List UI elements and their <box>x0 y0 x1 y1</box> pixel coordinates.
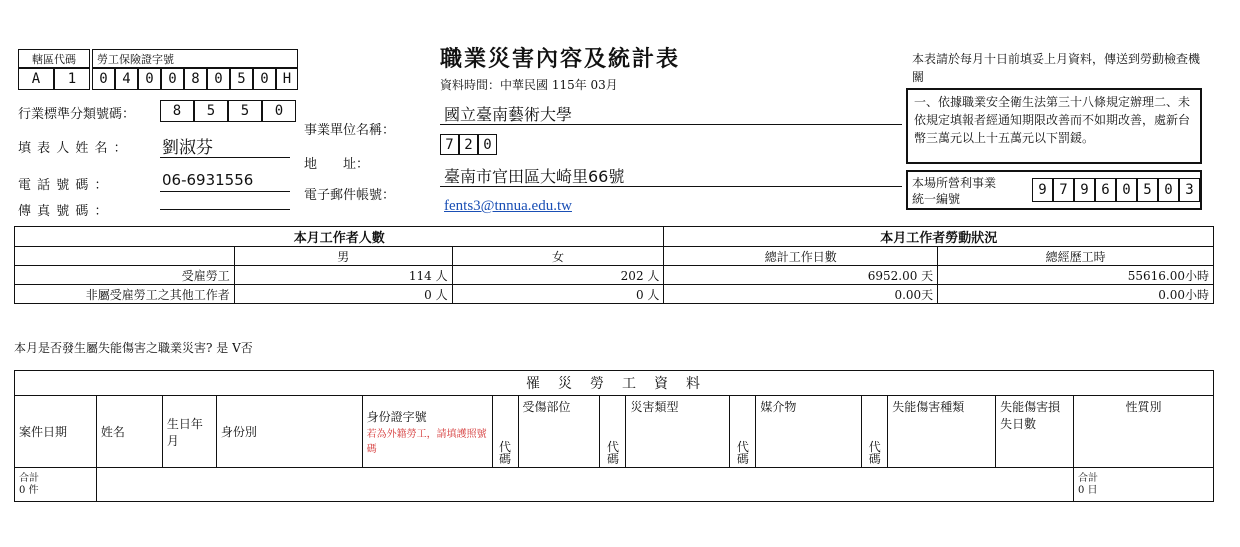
blank-header <box>15 247 235 266</box>
insurance-no-label: 勞工保險證字號 <box>92 49 298 68</box>
uid-box <box>906 170 1202 210</box>
insurance-no-digit: 0 <box>161 68 184 90</box>
uid-digit: 7 <box>1053 178 1074 202</box>
work-hours: 55616.00小時 <box>938 266 1214 285</box>
col-identity: 身份別 <box>216 396 362 468</box>
notice-text: 一、依據職業安全衛生法第三十八條規定辦理二、未依規定填報者經通知期限改善而不如期改善，處新台幣三萬元以上十五萬元以下罰鍰。 <box>914 95 1191 145</box>
industry-code-digit: 8 <box>160 100 194 122</box>
notice-box <box>906 88 1202 164</box>
row-label: 非屬受雇勞工之其他工作者 <box>15 285 235 304</box>
total-cases-label: 合計 <box>19 472 39 484</box>
col-injury-part: 受傷部位 <box>518 396 600 468</box>
region-code-digit: 1 <box>54 68 90 90</box>
col-disability-type: 失能傷害種類 <box>888 396 996 468</box>
victims-title: 罹 災 勞 工 資 料 <box>15 371 1214 396</box>
col-code: 代碼 <box>492 396 518 468</box>
col-medium: 媒介物 <box>756 396 862 468</box>
table-row <box>15 285 1214 304</box>
male-count: 114 人 <box>234 266 452 285</box>
total-days-label: 合計 <box>1078 472 1099 484</box>
male-header: 男 <box>234 247 452 266</box>
insurance-no-digit: 4 <box>115 68 138 90</box>
labor-section-title: 本月工作者勞動狀況 <box>664 227 1214 247</box>
email-link[interactable]: fents3@tnnua.edu.tw <box>444 198 572 214</box>
insurance-no-digit: 0 <box>92 68 115 90</box>
female-count: 202 人 <box>452 266 664 285</box>
uid-digit: 3 <box>1179 178 1200 202</box>
uid-digits <box>1032 178 1200 202</box>
filler-name-underline <box>160 157 290 158</box>
industry-code-digits <box>160 100 296 122</box>
filler-name-label: 填 表 人 姓 名 ： <box>18 141 128 156</box>
insurance-no-box <box>92 49 298 68</box>
insurance-no-digits <box>92 68 298 90</box>
col-id-note: 若為外籍勞工，請填護照號碼 <box>366 429 487 455</box>
total-cases-cell <box>15 468 97 502</box>
disability-question: 本月是否發生屬失能傷害之職業災害? 是 V否 <box>14 341 253 355</box>
uid-digit: 0 <box>1116 178 1137 202</box>
industry-code-digit: 0 <box>262 100 296 122</box>
unit-name-underline <box>440 124 902 125</box>
female-header: 女 <box>452 247 664 266</box>
col-id-no <box>362 396 492 468</box>
zip-digit: 0 <box>478 134 497 155</box>
col-lost-days: 失能傷害損失日數 <box>996 396 1074 468</box>
phone-underline <box>160 191 290 192</box>
insurance-no-digit: 0 <box>207 68 230 90</box>
total-cases: 0 件 <box>19 484 39 496</box>
totals-blank <box>96 468 1073 502</box>
col-code: 代碼 <box>730 396 756 468</box>
insurance-no-digit: 8 <box>184 68 207 90</box>
total-days: 0 日 <box>1078 484 1098 496</box>
zip-digits <box>440 134 497 155</box>
work-days-header: 總計工作日數 <box>664 247 938 266</box>
workers-table <box>14 226 1214 304</box>
col-id-no-label: 身份證字號 <box>366 410 427 424</box>
zip-digit: 7 <box>440 134 459 155</box>
region-code-digits <box>18 68 90 90</box>
uid-label: 本場所營利事業統一編號 <box>912 176 997 206</box>
zip-digit: 2 <box>459 134 478 155</box>
phone-value: 06-6931556 <box>162 171 254 189</box>
address-value: 臺南市官田區大崎里66號 <box>444 167 625 186</box>
insurance-no-digit: H <box>276 68 298 90</box>
industry-code-digit: 5 <box>194 100 228 122</box>
filler-name: 劉淑芬 <box>162 138 213 158</box>
fax-label: 傳 真 號 碼 ： <box>18 204 109 219</box>
address-label: 地 址： <box>304 157 370 172</box>
uid-digit: 0 <box>1158 178 1179 202</box>
row-label: 受雇勞工 <box>15 266 235 285</box>
col-nature: 性質別 <box>1074 396 1214 468</box>
work-hours-header: 總經歷工時 <box>938 247 1214 266</box>
victims-table <box>14 370 1214 502</box>
region-code-digit: A <box>18 68 54 90</box>
work-days: 6952.00 天 <box>664 266 938 285</box>
fax-underline <box>160 209 290 210</box>
insurance-no-digit: 0 <box>138 68 161 90</box>
insurance-no-digit: 0 <box>253 68 276 90</box>
col-date: 案件日期 <box>15 396 97 468</box>
uid-digit: 5 <box>1137 178 1158 202</box>
work-days: 0.00天 <box>664 285 938 304</box>
unit-name-label: 事業單位名稱： <box>304 123 396 138</box>
industry-code-digit: 5 <box>228 100 262 122</box>
address-underline <box>440 186 902 187</box>
workers-section-title: 本月工作者人數 <box>15 227 664 247</box>
email-label: 電子郵件帳號： <box>304 188 396 203</box>
submit-note: 本表請於每月十日前填妥上月資料，傳送到勞動檢查機關 <box>912 52 1201 84</box>
uid-digit: 9 <box>1032 178 1053 202</box>
work-hours: 0.00小時 <box>938 285 1214 304</box>
data-period: 資料時間：中華民國 115年 03月 <box>440 78 618 92</box>
col-birth: 生日年月 <box>162 396 216 468</box>
region-code-box <box>18 49 90 68</box>
form-title: 職業災害內容及統計表 <box>440 46 681 72</box>
unit-name: 國立臺南藝術大學 <box>444 105 573 124</box>
col-code: 代碼 <box>862 396 888 468</box>
female-count: 0 人 <box>452 285 664 304</box>
col-code: 代碼 <box>600 396 626 468</box>
phone-label: 電 話 號 碼 ： <box>18 178 109 193</box>
table-row <box>15 266 1214 285</box>
col-name: 姓名 <box>96 396 162 468</box>
col-disaster-type: 災害類型 <box>626 396 730 468</box>
uid-digit: 6 <box>1095 178 1116 202</box>
total-days-cell <box>1074 468 1214 502</box>
region-code-label: 轄區代碼 <box>18 49 90 68</box>
male-count: 0 人 <box>234 285 452 304</box>
totals-row <box>15 468 1214 502</box>
industry-code-label: 行業標準分類號碼： <box>18 107 136 122</box>
uid-digit: 9 <box>1074 178 1095 202</box>
insurance-no-digit: 5 <box>230 68 253 90</box>
